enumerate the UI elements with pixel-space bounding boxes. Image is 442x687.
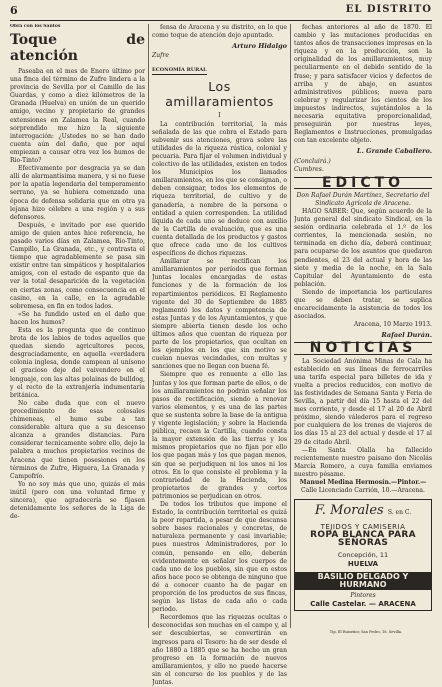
ad-brand-suffix: S. en C. xyxy=(387,509,412,517)
article-place: Zufre xyxy=(152,52,169,60)
ad-line: TEJIDOS Y CAMISERIA xyxy=(320,523,406,532)
edicto-title: EDICTO xyxy=(294,177,432,189)
news-paragraph: La Sociedad Anónima Minas de Cala ha establecido en sus líneas de ferrocarriles una tarifa especial para billetes de ida y vuelta a precios reducidos, con motivo de las festividades de Semana Santa y Feria de Sevilla, a partir del día 15 hasta el 22 del mes corriente, y desde el 17 al 20 de Abril próximo, siendo válederos para el regreso por cualquiera de los trenes de viajeros de los días 15 al 23 del actual y desde el 17 al 29 de citado Abril. xyxy=(294,357,432,446)
column-2 xyxy=(152,24,287,687)
article-signature: Arturo Hidalgo xyxy=(232,42,287,51)
news-paragraph: —En Santa Olalla ha fallecido recientemente nuestro paisano don Nicolás Marcía Romero, a cuya familia enviamos nuestro pésame. xyxy=(294,446,432,478)
ad-line: HUELVA xyxy=(347,559,379,568)
ad-line: Calle Castelar. — ARACENA xyxy=(310,599,416,608)
page-number: 6 xyxy=(10,4,18,17)
newspaper-title: EL DISTRITO xyxy=(345,4,432,15)
ad-brand-name: F. Morales xyxy=(314,503,384,519)
article-place: Cumbres. xyxy=(294,165,324,173)
edicto-date: Aracena, 10 Marzo 1913. xyxy=(353,321,432,329)
news-note: Manuel Medina Hermosín.—Pintor.— xyxy=(299,478,427,486)
edicto-paragraph: Siendo de importancia los particulares que se deben tratar, se suplica encarecidamente la asistencia de todos los asociados. xyxy=(294,288,432,321)
article-note: (Concluirá.) xyxy=(294,157,331,165)
section-label: ECONOMÍA RURAL xyxy=(152,66,207,75)
article-headline: Toque de atención xyxy=(10,32,145,64)
column-3 xyxy=(294,24,432,611)
article-paragraph: fechas anteriores al año de 1870. El cambio y las mutaciones producidas en tantos años de transacciones impresas en la riqueza y en la producción, son la originalidad de los amillaramientos, muy peculiarmente en el debido sentido de la frase; y para satisfacer vicios y defectos de arriba y de abajo, en asuntos administrativos públicos; nueva para celebrar y regularizar los cientos de los impuestos indirectos, sujetándolos a la necesaria equitativa proporcionalidad, proseguirán por nuestras leyes, Reglamentos e Instrucciones, promulgadas con tan excelente objeto. xyxy=(294,24,432,145)
imprint-line: Tip. El Ruiseñor, San Pedro, 18. Sevilla. xyxy=(329,630,403,634)
section-kicker: Obra con los Santos xyxy=(10,24,61,29)
edicto-heading: Don Rafael Durán Martínez, Secretario del Sindicato Agrícola de Aracena. xyxy=(296,191,430,207)
article-paragraph: Amillarar se rectifican los amillaramientos por períodos que forman Juntas locales encargadas de estas funciones y de la formación de los repartimientos periódicos. El Reglamento vigente del 30 de Septiembre de 1885 reglamentó los datos y competencia de estas Juntas y de los Ayuntamientos, y que siempre abierta tienen desde los ocho últimos años que cuentan de riqueza por parte de los propietarios, que ocultan en los ejemplos en los que sin motivo se cuelan nuevas vecindades, con multas y sanciones que no llegan con buena fé. xyxy=(152,258,287,371)
article-paragraph: Recordemos que las riquezas ocultas o desconocidas son muchas en el campo y, al ser descubiertas, se convertirán en ingresos para el Tesoro: ha de ser desde el año 1880 a 1885 que se ha hecho un gran progreso en la formación de nuevos amillaramientos, y ello no puede hacerse sin el concurso de los pueblos y de las Juntas. xyxy=(152,614,287,687)
article-paragraph: Yo no soy más que uno, quizás el más inútil (pero con una voluntad firme y sincera), que agradecería se fijasen detenidamente los señores de la Liga de de- xyxy=(10,480,145,521)
article-paragraph: Efectivamente por desgracia ya se dan allí de alarmantísima manera, y si no fuese por la apatía legendaria del temperamento serrano, ya se hubiera comenzado una época de defensa solidaria que en otra ya lejana hizo célebre a una región y a sus defensores. xyxy=(10,165,145,221)
column-1 xyxy=(10,24,145,521)
article-paragraph: Paseaba en el mes de Enero último por una finca del término de Zufre lindera a la provincia de Sevilla por el Camillo de las Guardas, y como a diez kilómetros de la Granada (Huelva) en unión de un querido amigo, vecino y propietario de grandes extensiones en Zalamea la Real, cuando sorprendido me hizo la siguiente interrogación: ¿Ustedes no se han dado cuenta aún del daño, que por aquí empiezan a causar otra vez los humos de Rio-Tinto? xyxy=(10,68,145,165)
article-paragraph: No cabe duda que con el nuevo procedimiento de esas colosales chimeneas, el humo sube a tan considerable altura que a su descenso alcanza a grandes distancias. Para considerar tecnicamente sobre ello, dejo la palabra a muchos propietarios vecinos de Aracena que tienen posesiones en los términos de Zufre, Higuera, La Granada y Campofrío. xyxy=(10,399,145,480)
column-divider xyxy=(290,24,291,628)
article-paragraph: De todos los tributos que impone el Estado, la contribución territorial es quizá la peor repartida, a pesar de que descansa sobre bases racionales y concretas, de naturaleza permanente y casi invariable; pues nuestros Administradores, por lo común, pensando en ello, deberán evidentemente en señalar los cuerpos de cada uno de los pueblos, sin que en estos años hace poco se obtenga de ninguno que dé a conocer cuanto ha de pagar en proporción de los productos de sus fincas, según las listas de cada año o cada periodo. xyxy=(152,500,287,614)
ad-line: Pintores xyxy=(350,591,376,599)
noticias-title: NOTICIAS xyxy=(294,342,432,354)
article-numeral: I xyxy=(218,112,221,120)
ad-line: BASILIO DELGADO Y HURMANO xyxy=(295,572,431,590)
article-paragraph: La contribución territorial, la más señalada de las que cobra el Estado para subvenir sus atenciones, grava sobre las utilidades de la riqueza rústica, colonial y pecuaria. Para fijar el volumen individual y colectivo de las utilidades, existen en todos los Municipios los llamados amillaramientos, en los que se consignan, o deben consignar, todos los elementos de riqueza territorial, de cultivo y de ganadería, a nombre de la persona o entidad a quien corresponden. La utilidad líquida de cada uno se deduce con auxilio de la Cartilla de evaluación, que es una cuenta detallada de los productos y gastos que ofrece cada uno de los cultivos específicos de dichos riquezas. xyxy=(152,120,287,258)
article-signature: L. Grande Caballero. xyxy=(356,147,432,156)
advertisement xyxy=(294,499,432,611)
page-header xyxy=(10,4,432,21)
article-paragraph: Siempre que es renuente a ello las Juntas y los que forman parte de ellos, o de los amillaramientos no podrán señalar los pasos de rectificación, siendo a renovar varios elementos, y es una de las partes que se sustenta sobre la base de la antigua y vigente legislación; y sobre la Hacienda pública, recaen la Cartilla, cuando consta la mayor extensión de las tierras y los mismos propietarios que no fijan por ello los que pagan más y los que pagan menos, sin que se perjudiquen ni los unos ni los otros. En lo que consiste el problema y la contrariedad de la Hacienda, los propietarios de grandes y cortos patrimonios se perjudican en otros. xyxy=(152,371,287,500)
ad-line: ROPA BLANCA PARA SEÑORAS xyxy=(310,530,416,549)
column-divider xyxy=(148,24,149,628)
news-note: Calle Licenciado Carrión, 10.—Aracena. xyxy=(301,487,425,495)
article-paragraph: «Se ha fundido usted en el daño que hacen los humos? xyxy=(10,310,145,326)
article-paragraph: fensa de Aracena y su distrito, en lo que como toque de atención dejo apuntado. xyxy=(152,24,287,40)
article-paragraph: Esta es la pregunta que de continuo brota de los labios de todos aquellos que quedan siendo agricultores pecos, desgraciadamente, en aquella «verdadera colonia inglesa, donde campean al unísono el gracioso deje del vaivendero en el lenguaje, con las altas polainas de bulldog, y el recto de la extranjería indumentaria británica. xyxy=(10,327,145,399)
ad-brand xyxy=(298,503,428,521)
article-headline: Los amillaramientos xyxy=(165,79,274,110)
article-paragraph: Después, e invitado por ese querido amigo de quien antes hice referencia, he pasado varios días en Zalamea, Rio-Tinto, Campillo, La Granada, etc., y contrasta el tiempo que agradablemente se pasa sin existir entre tan simpáticos y hospitalarios amigos, con el estado de espanto que da ver la total desaparición de la vegetación en ciertas zonas, como consecuencia en el casino, en la calle, en la agradable sobremesa, en fin en todos lados. xyxy=(10,221,145,310)
ad-line: Concepción, 11 xyxy=(337,551,389,560)
edicto-paragraph: HAGO SABER: Que, según acuerdo de la Junta general del sindicato Sindical, en la sesión ordinaria celebrada el 1.º de los corrientes, la mencionada sesión, no terminada en dicho día, deberá continuar, para ocuparse de los asuntos que quedaron pendientes, el 23 del actual y hora de las siete y media de la noche, en la Sala Capitular del Ayuntamiento de esta población. xyxy=(294,207,432,288)
edicto-signature: Rafael Durán. xyxy=(381,331,432,340)
